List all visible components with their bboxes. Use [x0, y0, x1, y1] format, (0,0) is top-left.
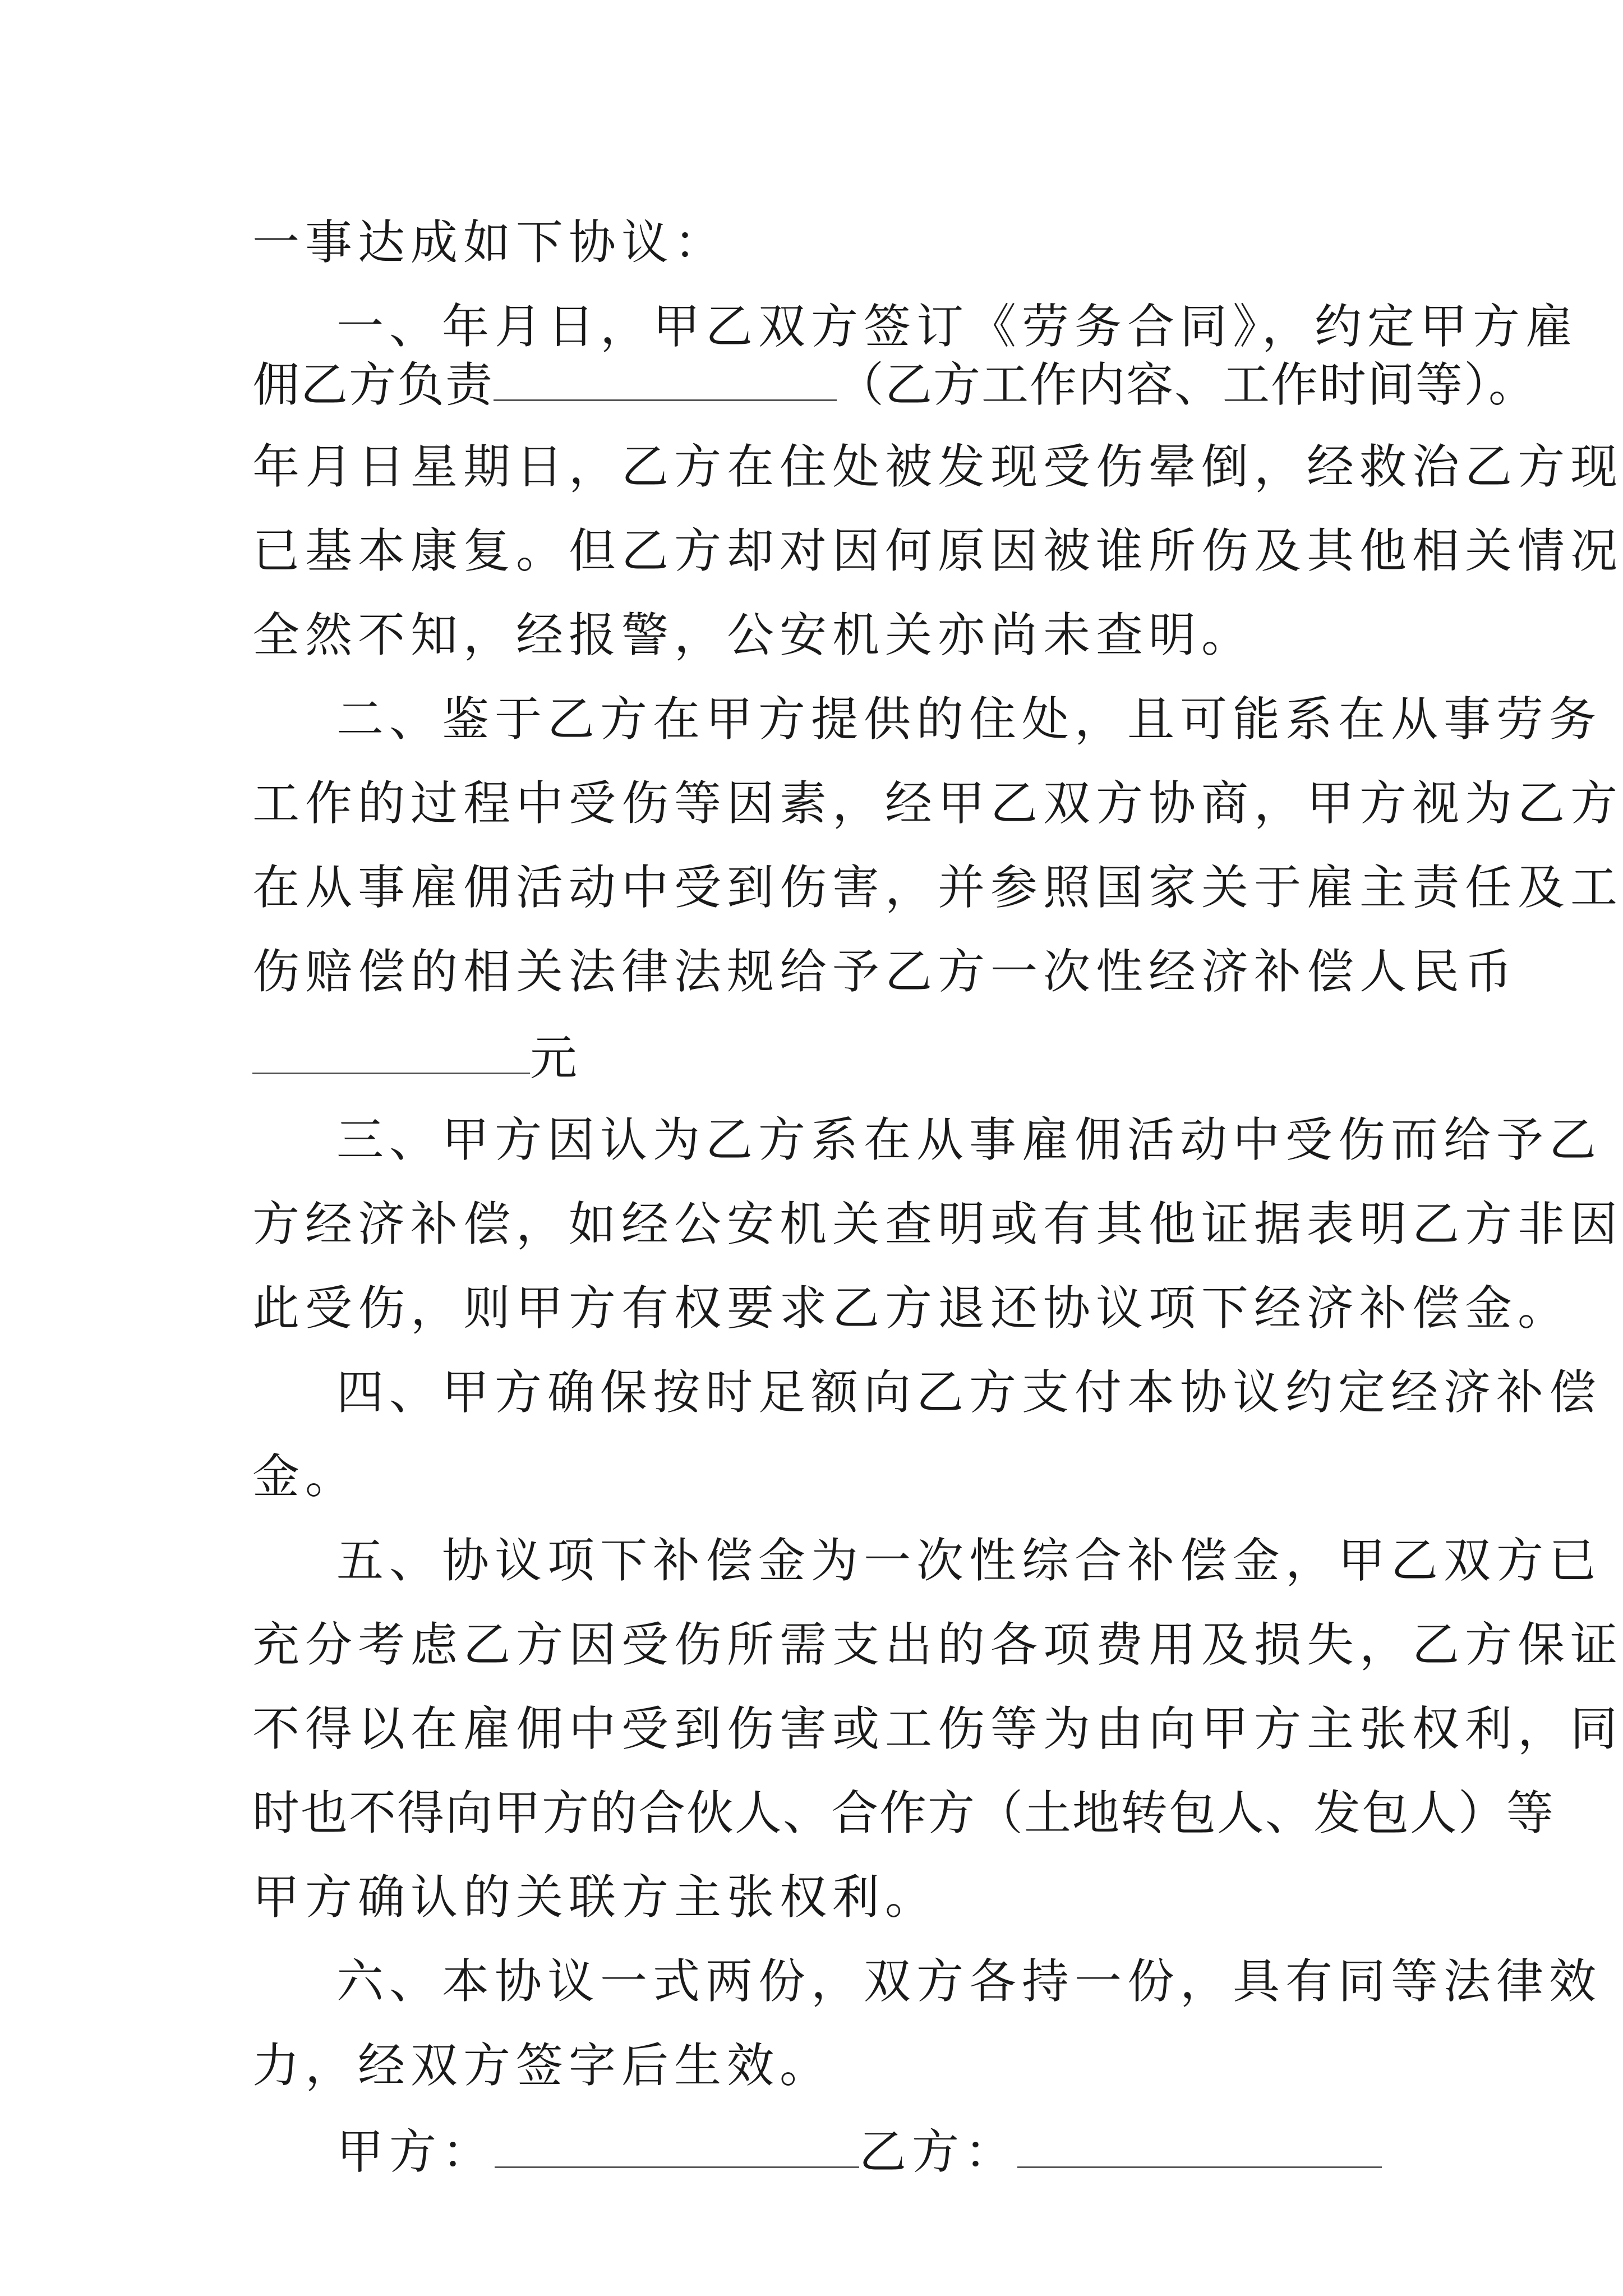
clause-2-line-4: 伤赔偿的相关法律法规给予乙方一次性经济补偿人民币 [252, 944, 1518, 999]
clause-5-line-5: 甲方确认的关联方主张权利。 [252, 1870, 938, 1925]
clause-4-line-1: 四、甲方确保按时足额向乙方支付本协议约定经济补偿 [336, 1365, 1602, 1420]
work-content-blank [494, 355, 837, 401]
party-b-label: 乙方： [859, 2124, 1018, 2179]
clause-2-line-1: 二、鉴于乙方在甲方提供的住处，且可能系在从事劳务 [336, 692, 1602, 747]
currency-unit: 元 [530, 1030, 583, 1085]
clause-1-line-5: 全然不知，经报警，公安机关亦尚未查明。 [252, 608, 1255, 662]
clause-1-text-a: 佣乙方负责 [252, 357, 494, 412]
clause-3-line-1: 三、甲方因认为乙方系在从事雇佣活动中受伤而给予乙 [336, 1112, 1602, 1167]
clause-1-text-b: （乙方工作内容、工作时间等）。 [837, 357, 1537, 412]
clause-1-line-4: 已基本康复。但乙方却对因何原因被谁所伤及其他相关情况 [252, 523, 1623, 578]
party-a-label: 甲方： [336, 2124, 495, 2179]
clause-1-line-1: 一、年月日，甲乙双方签订《劳务合同》，约定甲方雇 [336, 299, 1579, 354]
clause-3-line-3: 此受伤，则甲方有权要求乙方退还协议项下经济补偿金。 [252, 1281, 1571, 1336]
opening-line: 一事达成如下协议： [252, 215, 727, 270]
clause-6-line-1: 六、本协议一式两份，双方各持一份，具有同等法律效 [336, 1954, 1602, 2009]
clause-2-line-5 [252, 1028, 583, 1086]
clause-2-line-3: 在从事雇佣活动中受到伤害，并参照国家关于雇主责任及工 [252, 860, 1623, 915]
clause-5-line-3: 不得以在雇佣中受到伤害或工伤等为由向甲方主张权利，同 [252, 1701, 1623, 1756]
clause-1-line-3: 年月日星期日，乙方在住处被发现受伤晕倒，经救治乙方现 [252, 439, 1623, 494]
party-b-signature-blank [1017, 2122, 1382, 2168]
amount-blank [252, 1028, 530, 1074]
clause-2-line-2: 工作的过程中受伤等因素，经甲乙双方协商，甲方视为乙方 [252, 776, 1623, 831]
clause-5-line-1: 五、协议项下补偿金为一次性综合补偿金，甲乙双方已 [336, 1533, 1602, 1588]
clause-5-line-4: 时也不得向甲方的合伙人、合作方（土地转包人、发包人）等 [252, 1786, 1555, 1841]
clause-1-line-2 [252, 355, 1537, 413]
party-a-signature-blank [495, 2122, 859, 2168]
signature-row [336, 2122, 1382, 2180]
clause-6-line-2: 力，经双方签字后生效。 [252, 2038, 833, 2093]
clause-3-line-2: 方经济补偿，如经公安机关查明或有其他证据表明乙方非因 [252, 1197, 1623, 1251]
clause-4-line-2: 金。 [252, 1449, 358, 1504]
clause-5-line-2: 充分考虑乙方因受伤所需支出的各项费用及损失，乙方保证 [252, 1617, 1623, 1672]
